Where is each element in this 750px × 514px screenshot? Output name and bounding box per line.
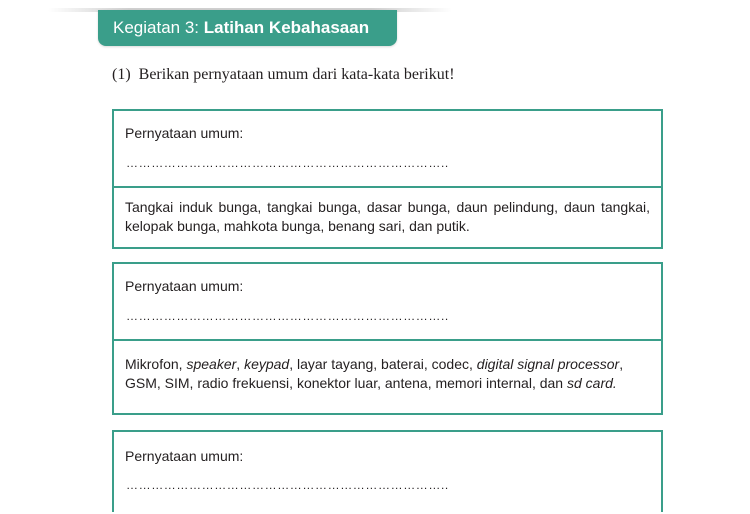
- statement-label: Pernyataan umum:: [125, 448, 244, 464]
- activity-tab-prefix: Kegiatan 3:: [113, 18, 204, 37]
- answer-blank: …………………………………………………………………..: [126, 309, 449, 323]
- word-list: [114, 341, 661, 413]
- answer-blank: …………………………………………………………………..: [126, 156, 449, 170]
- word-italic: speaker: [186, 356, 237, 372]
- word-text: , GSM, SIM, radio frekuensi, konektor luar, antena, memori internal, dan: [125, 356, 624, 391]
- word-italic: sd card.: [566, 375, 617, 391]
- exercise-box-1: [112, 109, 663, 249]
- instruction: [112, 66, 455, 84]
- word-italic: digital signal processor: [476, 356, 620, 372]
- instruction-number: (1): [112, 66, 131, 83]
- word-text: , layar tayang, baterai, codec,: [289, 356, 477, 372]
- word-text: Mikrofon,: [125, 356, 187, 372]
- instruction-text: Berikan pernyataan umum dari kata-kata berikut!: [138, 66, 455, 83]
- word-text: ,: [236, 356, 245, 372]
- statement-cell: [114, 432, 661, 514]
- exercise-box-2: [112, 262, 663, 415]
- activity-tab-title: Latihan Kebahasaan: [203, 18, 370, 37]
- word-italic: keypad: [244, 356, 290, 372]
- statement-cell: [114, 264, 661, 341]
- word-list: Tangkai induk bunga, tangkai bunga, dasar bunga, daun pelindung, daun tangkai, kelopak bunga, mahkota bunga, benang sari, dan putik.: [125, 199, 650, 234]
- statement-label: Pernyataan umum:: [125, 278, 244, 294]
- statement-label: Pernyataan umum:: [125, 125, 244, 141]
- activity-tab: [98, 10, 397, 46]
- statement-cell: [114, 111, 661, 188]
- answer-blank: …………………………………………………………………..: [126, 478, 449, 492]
